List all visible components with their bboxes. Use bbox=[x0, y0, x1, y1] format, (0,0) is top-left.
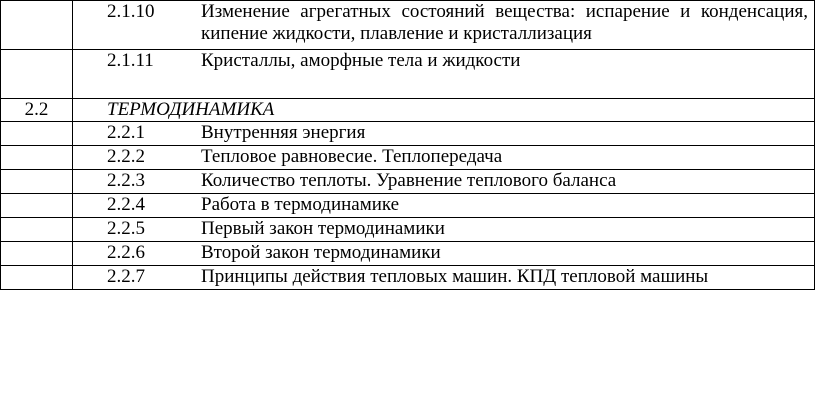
topic-text: Количество теплоты. Уравнение теплового баланса bbox=[201, 170, 617, 191]
section-number-cell bbox=[1, 218, 73, 242]
topic-code: 2.2.5 bbox=[107, 218, 145, 239]
topic-text: Кристаллы, аморфные тела и жидкости bbox=[201, 50, 521, 71]
topic-cell bbox=[73, 50, 815, 99]
section-title: ТЕРМОДИНАМИКА bbox=[107, 99, 275, 120]
section-number: 2.2 bbox=[1, 99, 73, 122]
table-row bbox=[1, 50, 815, 99]
section-number-cell bbox=[1, 242, 73, 266]
topic-text: Тепловое равновесие. Теплопередача bbox=[201, 146, 503, 167]
topic-text: Изменение агрегатных состояний вещества: испарение и конденсация, кипение жидкости, плавление и кристаллизация bbox=[201, 1, 808, 44]
topic-code: 2.2.7 bbox=[107, 266, 145, 287]
section-number-cell bbox=[1, 170, 73, 194]
table-row bbox=[1, 194, 815, 218]
topic-code: 2.1.11 bbox=[107, 50, 154, 71]
topic-cell bbox=[73, 170, 815, 194]
topic-cell bbox=[73, 122, 815, 146]
table-row bbox=[1, 146, 815, 170]
table-row bbox=[1, 218, 815, 242]
section-number-cell bbox=[1, 194, 73, 218]
topic-cell bbox=[73, 146, 815, 170]
section-number-cell bbox=[1, 50, 73, 99]
topic-text: Внутренняя энергия bbox=[201, 122, 366, 143]
topic-cell bbox=[73, 242, 815, 266]
topic-cell bbox=[73, 1, 815, 50]
topic-text: Принципы действия тепловых машин. КПД тепловой машины bbox=[201, 266, 709, 287]
topic-code: 2.1.10 bbox=[107, 1, 155, 22]
topic-code: 2.2.1 bbox=[107, 122, 145, 143]
section-number-cell bbox=[1, 146, 73, 170]
topic-code: 2.2.4 bbox=[107, 194, 145, 215]
topic-code: 2.2.6 bbox=[107, 242, 145, 263]
section-number-cell bbox=[1, 122, 73, 146]
table-row bbox=[1, 242, 815, 266]
table-row bbox=[1, 170, 815, 194]
topic-text: Работа в термодинамике bbox=[201, 194, 400, 215]
section-title-cell bbox=[73, 99, 815, 122]
topic-text: Первый закон термодинамики bbox=[201, 218, 445, 239]
table-row bbox=[1, 122, 815, 146]
table-row bbox=[1, 266, 815, 290]
topic-cell bbox=[73, 194, 815, 218]
topic-cell bbox=[73, 218, 815, 242]
table-row bbox=[1, 1, 815, 50]
section-row bbox=[1, 99, 815, 122]
topic-cell bbox=[73, 266, 815, 290]
topic-text: Второй закон термодинамики bbox=[201, 242, 441, 263]
section-number-cell bbox=[1, 266, 73, 290]
topic-code: 2.2.2 bbox=[107, 146, 145, 167]
section-number-cell bbox=[1, 1, 73, 50]
topic-code: 2.2.3 bbox=[107, 170, 145, 191]
